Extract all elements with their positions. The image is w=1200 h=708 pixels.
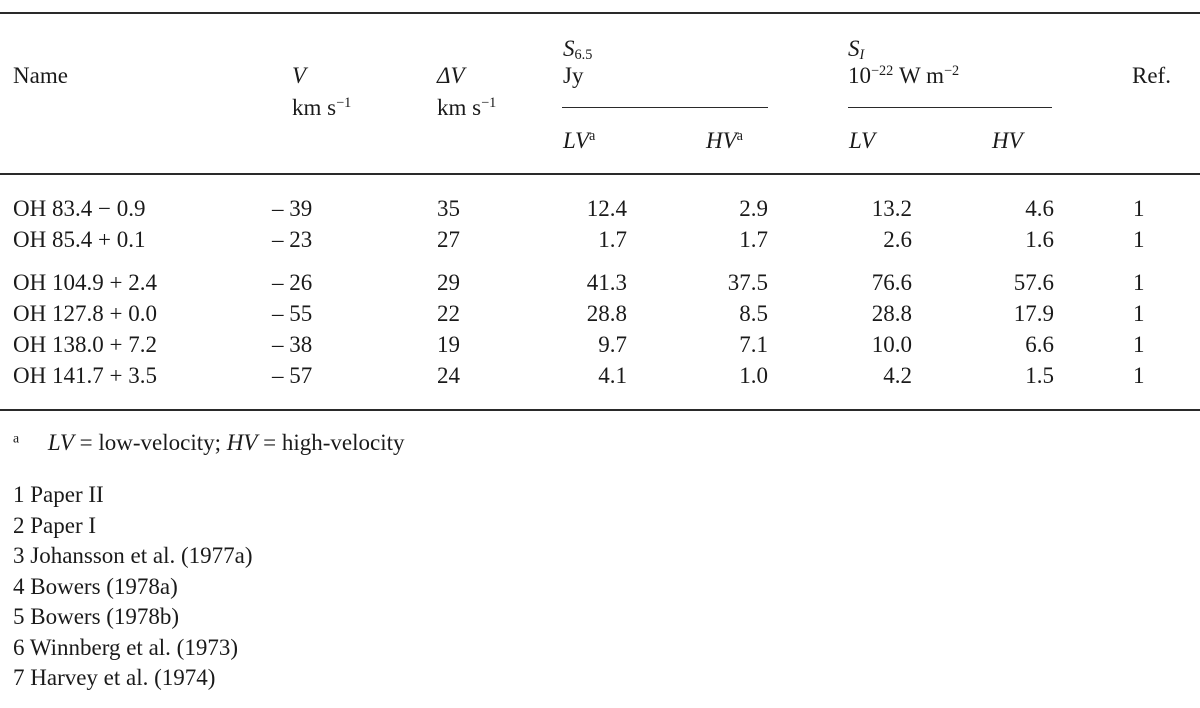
row-ref: 1 <box>1133 270 1145 295</box>
row-ref: 1 <box>1133 196 1145 221</box>
table-row <box>0 228 1200 258</box>
row-si-hv: 4.6 <box>1025 196 1054 221</box>
row-si-lv: 2.6 <box>883 227 912 252</box>
table-row <box>0 271 1200 301</box>
row-ref: 1 <box>1133 332 1145 357</box>
header-si-unit <box>848 64 959 87</box>
header-si-unit-w-exp: −2 <box>943 63 960 80</box>
header-s65-letter: S <box>563 36 575 61</box>
subheader-s65-lv-text: LV <box>563 128 589 153</box>
row-ref: 1 <box>1133 363 1145 388</box>
row-ref: 1 <box>1133 227 1145 252</box>
row-v: – 39 <box>272 196 313 221</box>
header-v-unit <box>292 96 351 119</box>
header-v-unit-text: km s <box>292 95 337 120</box>
subheader-si-hv: HV <box>992 128 1023 153</box>
header-si-sub: I <box>859 46 865 63</box>
header-dv-unit-text: km s <box>437 95 482 120</box>
header-si-symbol <box>848 36 865 63</box>
row-dv: 29 <box>437 270 460 295</box>
row-v: – 57 <box>272 363 313 388</box>
s65-group-rule <box>562 107 768 108</box>
row-s65-hv: 1.0 <box>739 363 768 388</box>
row-v: – 55 <box>272 301 313 326</box>
row-s65-hv: 37.5 <box>727 270 768 295</box>
footnote-lv-text: = low-velocity; <box>73 430 227 455</box>
row-v: – 23 <box>272 227 313 252</box>
header-s65-symbol <box>563 36 593 63</box>
header-si-unit-exp: −22 <box>871 63 894 80</box>
row-s65-lv: 41.3 <box>586 270 627 295</box>
subheader-s65-lv <box>563 129 595 152</box>
reference-item: 2 Paper I <box>13 512 97 538</box>
table-row <box>0 364 1200 394</box>
si-group-rule <box>848 107 1052 108</box>
footnote-lv: LV <box>47 430 74 455</box>
table-top-rule <box>0 12 1200 14</box>
row-name: OH 138.0 + 7.2 <box>13 332 157 357</box>
header-bottom-rule <box>0 173 1200 175</box>
row-name: OH 85.4 + 0.1 <box>13 227 146 252</box>
row-s65-lv: 9.7 <box>598 332 627 357</box>
row-v: – 26 <box>272 270 313 295</box>
header-v-symbol: V <box>292 63 307 88</box>
reference-item: 1 Paper II <box>13 482 104 507</box>
row-s65-hv: 2.9 <box>739 196 768 221</box>
reference-item: 7 Harvey et al. (1974) <box>13 665 216 690</box>
reference-item: 6 Winnberg et al. (1973) <box>13 634 238 660</box>
subheader-s65-hv-text: HV <box>706 128 737 153</box>
row-dv: 19 <box>437 332 460 357</box>
reference-item: 3 Johansson et al. (1977a) <box>13 543 253 568</box>
row-dv: 24 <box>437 363 460 388</box>
row-s65-hv: 1.7 <box>739 227 768 252</box>
row-ref: 1 <box>1133 301 1145 326</box>
header-dv-unit <box>437 96 496 119</box>
row-si-lv: 76.6 <box>871 270 912 295</box>
row-si-hv: 6.6 <box>1025 332 1054 357</box>
row-s65-lv: 12.4 <box>586 196 627 221</box>
reference-item: 5 Bowers (1978b) <box>13 604 180 629</box>
row-s65-hv: 7.1 <box>739 332 768 357</box>
row-name: OH 141.7 + 3.5 <box>13 363 157 388</box>
row-dv: 35 <box>437 196 460 221</box>
header-si-unit-base: 10 <box>848 63 871 88</box>
subheader-si-lv: LV <box>849 128 875 153</box>
header-dv-unit-exp: −1 <box>481 95 497 112</box>
table-row <box>0 302 1200 332</box>
row-si-lv: 4.2 <box>883 363 912 388</box>
reference-item: 4 Bowers (1978a) <box>13 573 178 599</box>
row-name: OH 127.8 + 0.0 <box>13 301 157 326</box>
footnote-mark: a <box>13 430 20 446</box>
row-si-lv: 10.0 <box>871 332 912 357</box>
header-s65-unit: Jy <box>563 63 584 88</box>
row-si-hv: 1.6 <box>1025 227 1054 252</box>
header-ref: Ref. <box>1132 63 1171 88</box>
row-dv: 22 <box>437 301 460 326</box>
footnote-hv-text: = high-velocity <box>257 430 405 455</box>
row-si-lv: 13.2 <box>871 196 912 221</box>
row-v: – 38 <box>272 332 313 357</box>
row-name: OH 83.4 − 0.9 <box>13 196 146 221</box>
header-dv-symbol: ΔV <box>437 63 465 88</box>
subheader-s65-lv-note: a <box>589 128 596 145</box>
footnote-hv: HV <box>226 430 258 455</box>
table-row <box>0 197 1200 227</box>
row-s65-hv: 8.5 <box>739 301 768 326</box>
header-s65-sub: 6.5 <box>574 46 593 63</box>
table-bottom-rule <box>0 409 1200 411</box>
header-si-letter: S <box>848 36 860 61</box>
row-s65-lv: 28.8 <box>586 301 627 326</box>
header-si-unit-w: W m <box>899 63 944 88</box>
header-v-unit-exp: −1 <box>336 95 352 112</box>
row-name: OH 104.9 + 2.4 <box>13 270 157 295</box>
subheader-s65-hv-note: a <box>736 128 743 145</box>
row-si-hv: 57.6 <box>1013 270 1054 295</box>
row-s65-lv: 1.7 <box>598 227 627 252</box>
row-s65-lv: 4.1 <box>598 363 627 388</box>
subheader-s65-hv <box>706 129 743 152</box>
row-si-lv: 28.8 <box>871 301 912 326</box>
row-si-hv: 17.9 <box>1013 301 1054 326</box>
row-si-hv: 1.5 <box>1025 363 1054 388</box>
footnote <box>13 431 405 454</box>
table-row <box>0 333 1200 363</box>
row-dv: 27 <box>437 227 460 252</box>
header-name: Name <box>13 63 68 88</box>
